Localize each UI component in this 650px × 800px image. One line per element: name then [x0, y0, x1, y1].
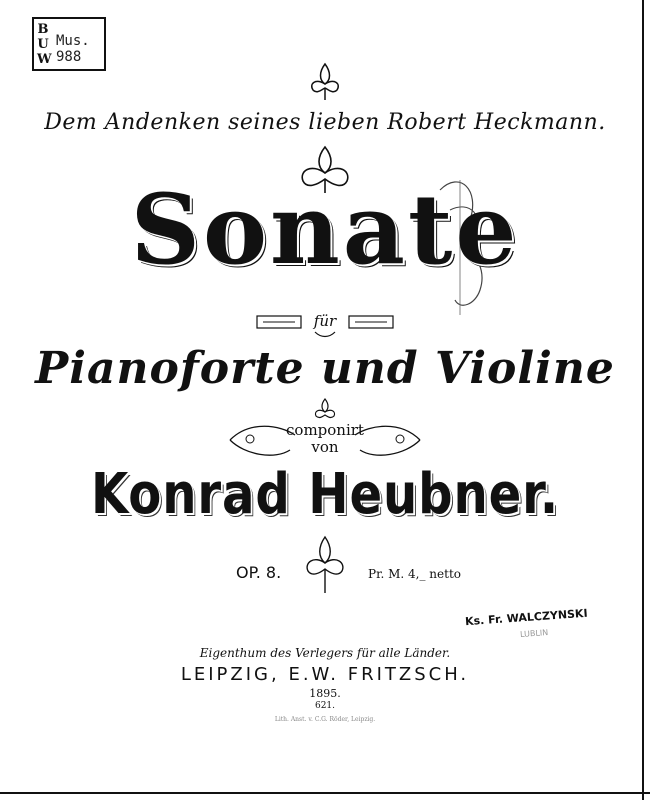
price: Pr. M. 4,_ netto — [368, 567, 461, 581]
composed-by — [0, 422, 650, 456]
stamp-letter: U — [37, 37, 49, 52]
von-text: von — [311, 438, 339, 456]
page-edge-bottom — [0, 792, 650, 794]
library-stamp-letters — [37, 22, 52, 67]
opus-number: OP. 8. — [236, 563, 282, 582]
composer-name: Konrad Heubner. — [90, 462, 560, 527]
year: 1895. — [309, 687, 341, 700]
componirt-text: componirt — [286, 421, 364, 439]
property-note: Eigenthum des Verlegers für alle Länder. — [199, 646, 451, 660]
title: Sonate — [130, 173, 520, 286]
printer-imprint: Lith. Anst. v. C.G. Röder, Leipzig. — [274, 716, 376, 723]
for-text: für — [313, 312, 337, 330]
plate-number: 621. — [314, 701, 336, 711]
owner-stamp-location: LUBLIN — [519, 628, 549, 639]
shelf-mark: Mus. 988 — [56, 33, 90, 65]
library-stamp — [32, 17, 106, 71]
owner-stamp: Ks. Fr. WALCZYNSKI — [464, 606, 588, 629]
dedication: Dem Andenken seines lieben Robert Heckmann. — [44, 110, 606, 135]
stamp-letter: B — [37, 22, 49, 37]
stamp-letter: W — [37, 52, 52, 67]
instruments: Pianoforte und Violine — [35, 343, 615, 394]
fleur-ornament-opus — [300, 535, 350, 595]
fleur-ornament-top — [305, 62, 345, 102]
publisher: LEIPZIG, E.W. FRITZSCH. — [180, 664, 470, 685]
